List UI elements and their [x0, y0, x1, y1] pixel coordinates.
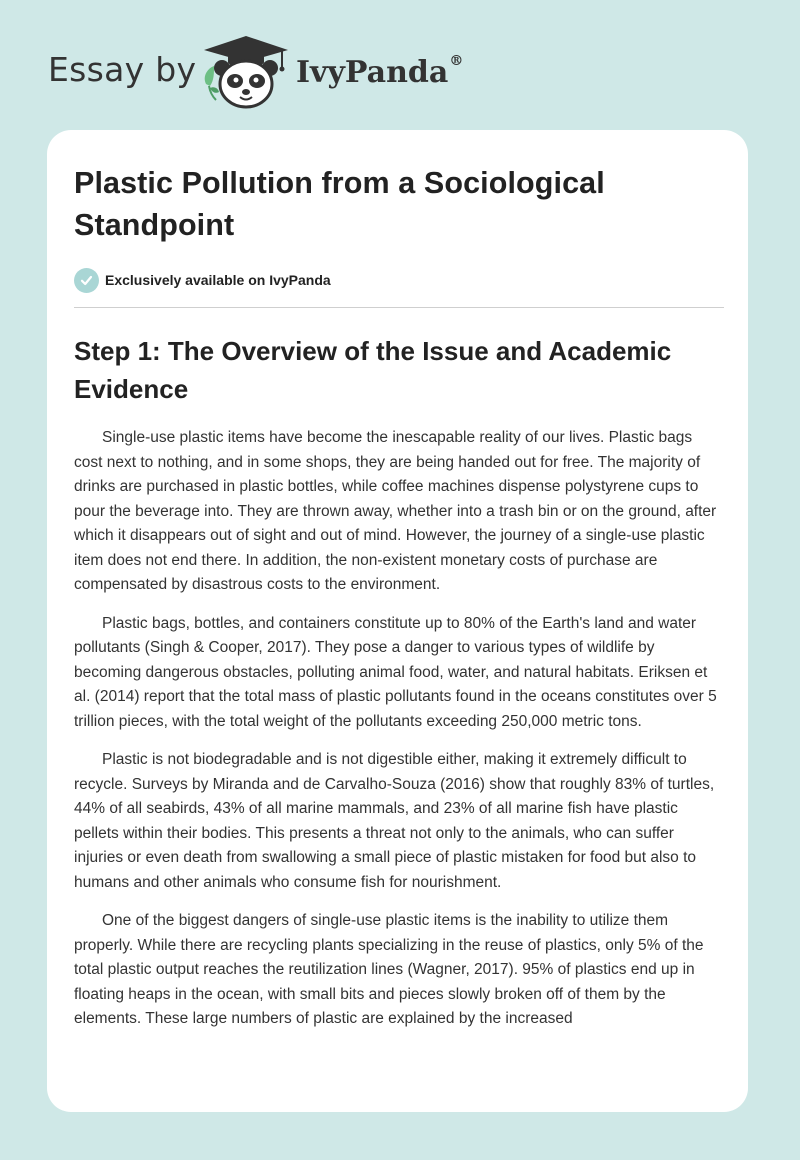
title-divider	[74, 307, 724, 308]
exclusive-badge	[74, 267, 724, 293]
site-header	[0, 0, 800, 130]
registered-mark: ®	[449, 53, 464, 69]
paragraph: One of the biggest dangers of single-use plastic items is the inability to utilize them properly. While there are recycling plants specializing in the reuse of plastics, only 5% of the total plastic output reaches the reutilization lines (Wagner, 2017). 95% of plastics end up in floating heaps in the ocean, with small bits and pieces slowly broken off of them by the elements. These large numbers of plastic are explained by the increased	[74, 912, 704, 1027]
badge-text: Exclusively available on IvyPanda	[105, 272, 331, 288]
essay-card	[47, 130, 748, 1112]
brand-name-text: IvyPanda	[296, 55, 449, 90]
paragraph: Plastic is not biodegradable and is not digestible either, making it extremely difficult to recycle. Surveys by Miranda and de Carvalho-Souza (2016) show that roughly 83% of turtles, 44% of all seabirds, 43% of all marine mammals, and 23% of all marine fish have plastic pellets within their bodies. This presents a threat not only to the animals, who can suffer injuries or even death from swallowing a small piece of plastic mistaken for food but also to humans and other animals who consume fish for nourishment.	[74, 751, 715, 891]
paragraph: Single-use plastic items have become the inescapable reality of our lives. Plastic bags cost next to nothing, and in some shops, they are being handed out for free. The majority of drinks are purchased in plastic bottles, while coffee machines dispense polystyrene cups to pour the beverage into. They are thrown away, whether into a trash bin or on the ground, after which it disappears out of sight and out of mind. However, the journey of a single-use plastic item does not end there. In addition, the non-existent monetary costs of purchase are compensated by disastrous costs to the environment.	[74, 429, 717, 593]
panda-logo-icon[interactable]	[200, 34, 292, 110]
checkmark-icon	[74, 268, 99, 293]
essay-content	[74, 162, 724, 1046]
article-body	[74, 426, 724, 1032]
page-title: Plastic Pollution from a Sociological Standpoint	[74, 166, 605, 242]
brand-name	[296, 55, 463, 90]
brand-prefix: Essay by	[48, 50, 197, 89]
paragraph: Plastic bags, bottles, and containers constitute up to 80% of the Earth's land and water pollutants (Singh & Cooper, 2017). They pose a danger to various types of wildlife by becoming dangerous obstacles, polluting animal food, water, and natural habitats. Eriksen et al. (2014) report that the total mass of plastic pollutants found in the oceans constitutes over 5 trillion pieces, with the total weight of the pollutants exceeding 250,000 metric tons.	[74, 614, 717, 730]
section-heading: Step 1: The Overview of the Issue and Academic Evidence	[74, 336, 672, 404]
